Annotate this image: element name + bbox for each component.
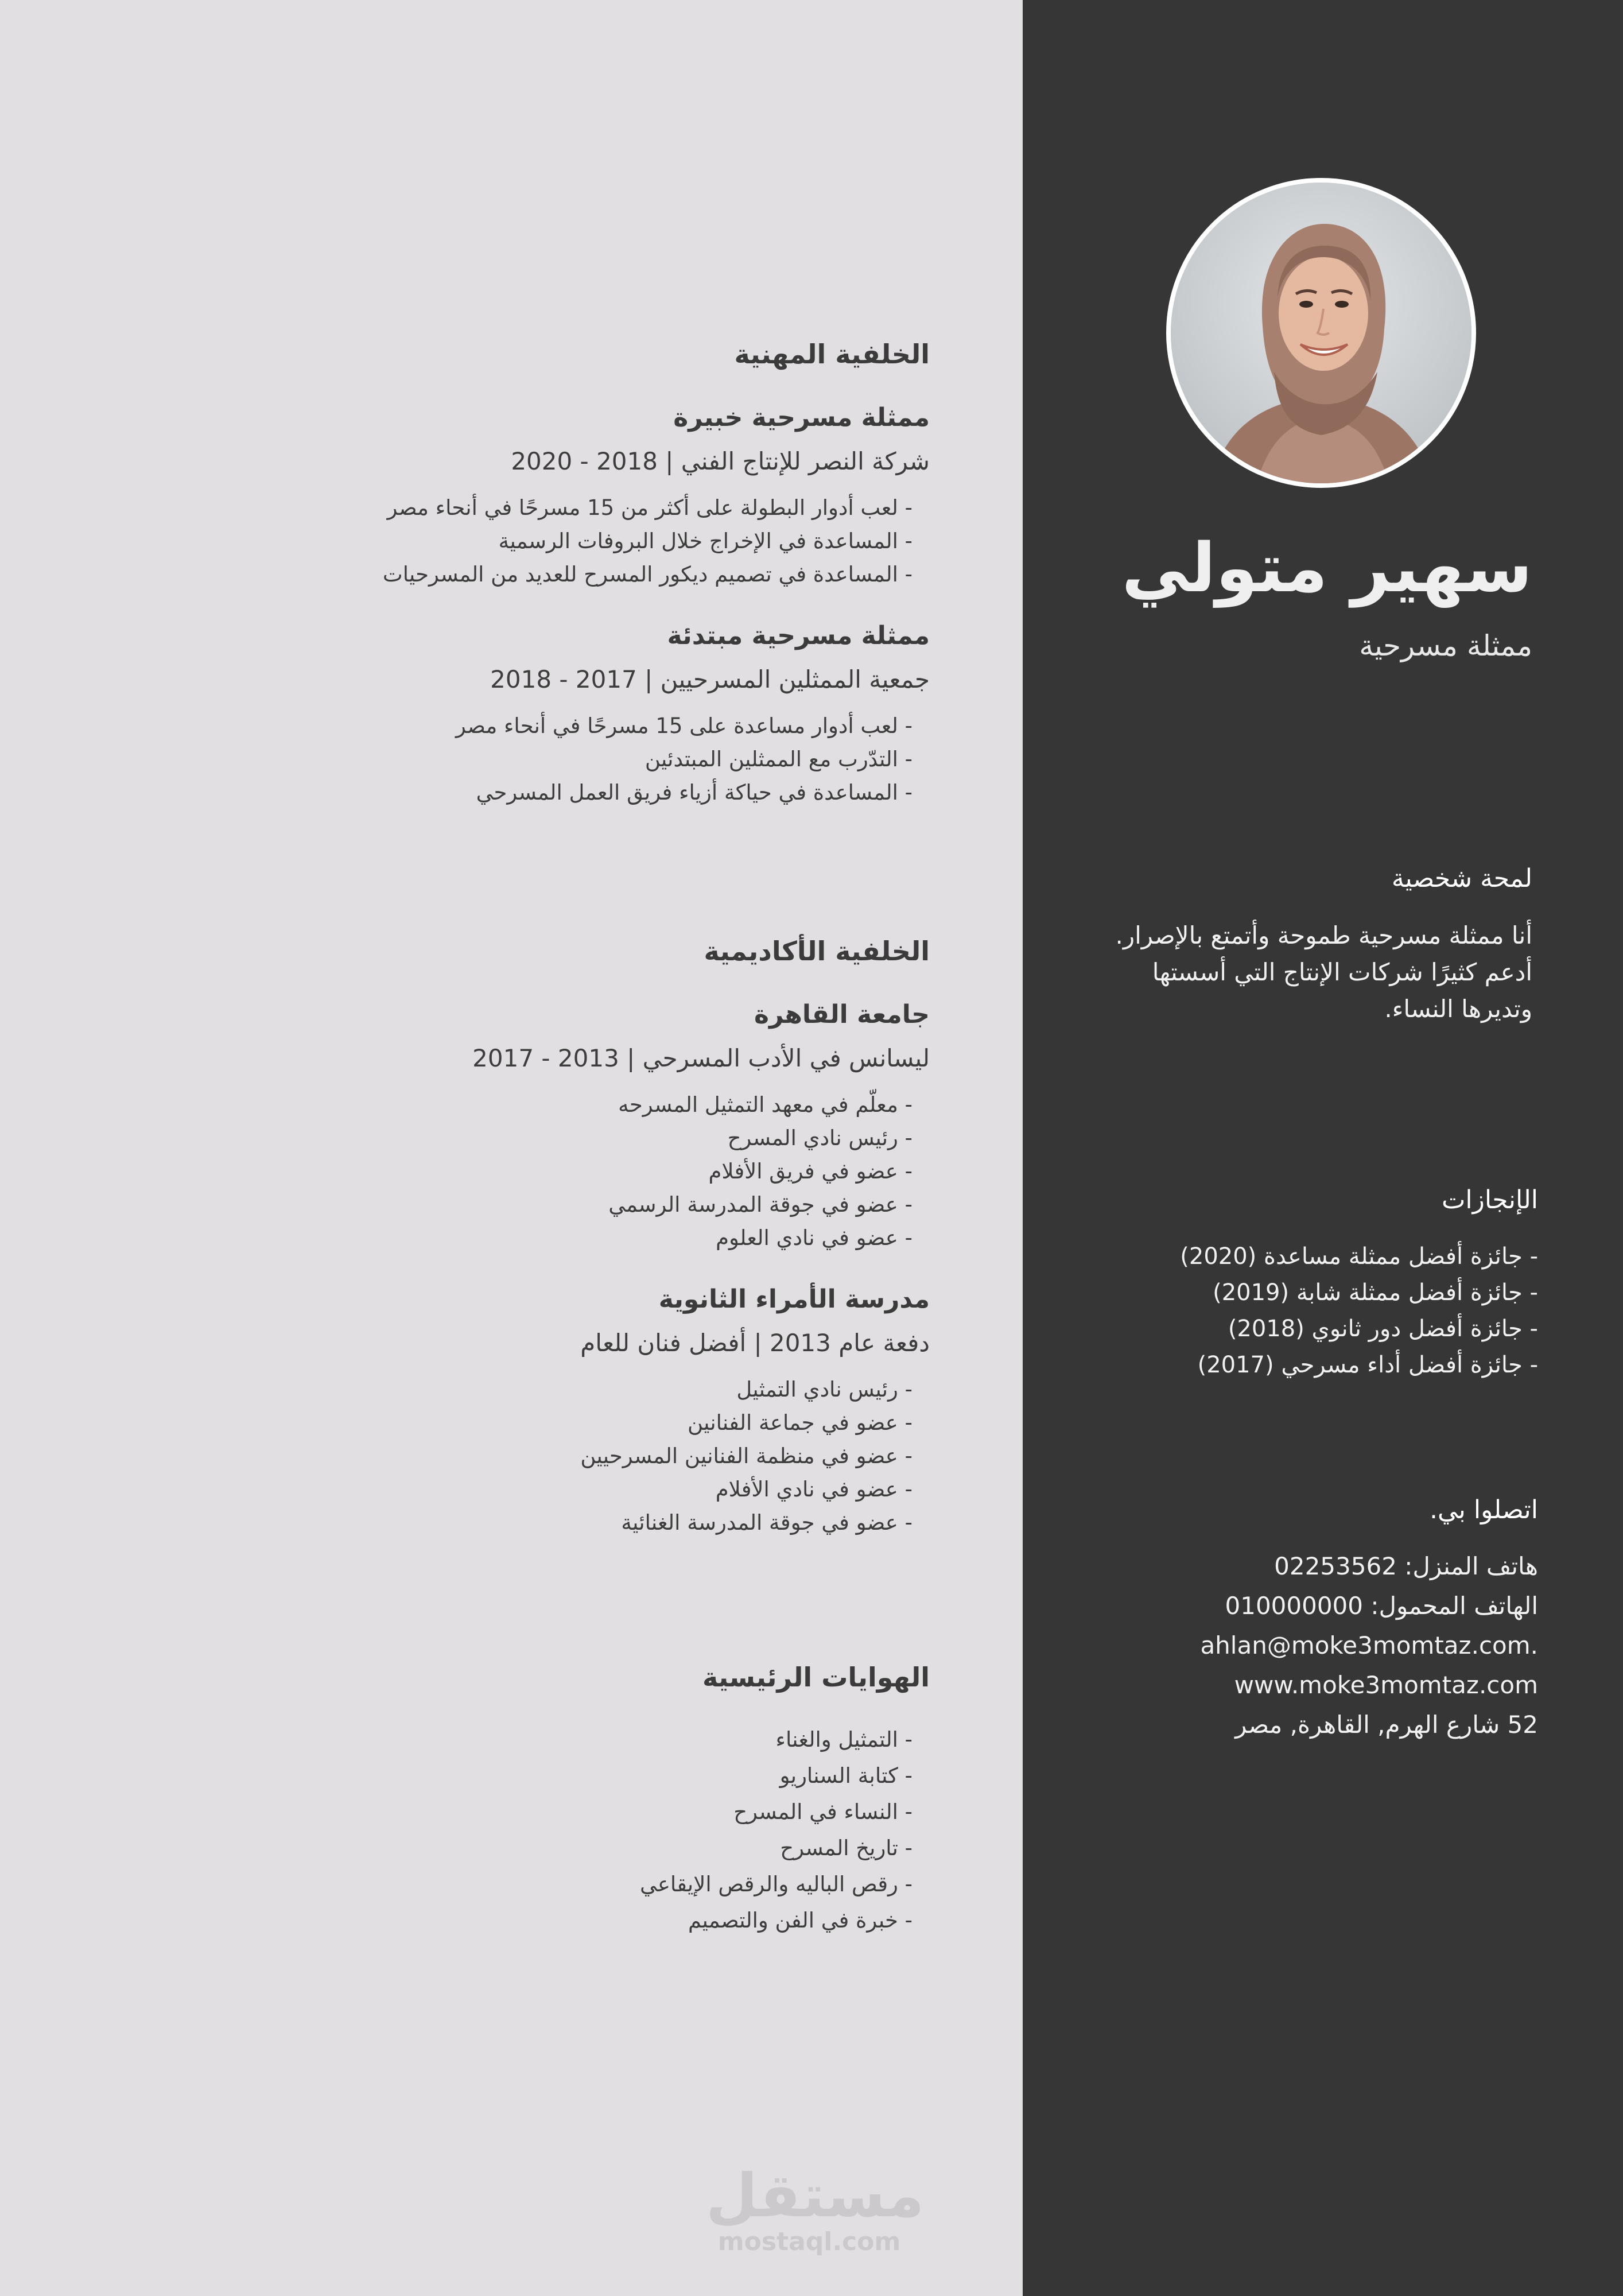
list-item: - كتابة السناريو [779, 1763, 913, 1788]
list-item: - المساعدة في الإخراج خلال البروفات الرسمية [498, 529, 913, 553]
summary-title: لمحة شخصية [1391, 864, 1532, 893]
job-title: ممثلة مسرحية خبيرة [673, 403, 930, 432]
list-item: - المساعدة في حياكة أزياء فريق العمل المسرحي [476, 780, 913, 805]
list-item: - عضو في فريق الأفلام [708, 1159, 913, 1184]
list-item: - النساء في المسرح [733, 1799, 913, 1824]
summary-section [1090, 864, 1532, 1027]
website[interactable]: www.moke3momtaz.com [1234, 1671, 1538, 1699]
contact-title: اتصلوا بي. [1429, 1495, 1538, 1525]
school-activities [287, 1373, 913, 1539]
academic-section [287, 936, 930, 1539]
mobile-phone: الهاتف المحمول: 010000000 [1225, 1592, 1538, 1620]
list-item: - جائزة أفضل ممثلة مساعدة (2020) [1180, 1243, 1538, 1270]
list-item: - خبرة في الفن والتصميم [688, 1908, 913, 1933]
achievements-section [1090, 1185, 1538, 1383]
list-item: - معلّم في معهد التمثيل المسرحه [618, 1092, 913, 1117]
list-item: - جائزة أفضل دور ثانوي (2018) [1228, 1316, 1538, 1342]
job-entry [287, 403, 930, 591]
academic-title: الخلفية الأكاديمية [704, 936, 930, 967]
list-item: - رئيس نادي المسرح [727, 1126, 913, 1150]
list-item: - عضو في جوقة المدرسة الرسمي [608, 1192, 913, 1217]
list-item: - لعب أدوار البطولة على أكثر من 15 مسرحًا في أنحاء مصر [387, 495, 913, 520]
hobbies-section [287, 1662, 930, 1938]
list-item: - تاريخ المسرح [780, 1836, 913, 1860]
school-title: جامعة القاهرة [754, 1000, 930, 1029]
school-degree: ليسانس في الأدب المسرحي | 2013 - 2017 [472, 1044, 930, 1072]
list-item: - جائزة أفضل أداء مسرحي (2017) [1197, 1352, 1538, 1378]
school-degree: دفعة عام 2013 | أفضل فنان للعام [580, 1329, 930, 1357]
job-duties [287, 709, 913, 809]
list-item: - عضو في منظمة الفنانين المسرحيين [580, 1444, 913, 1468]
job-company: جمعية الممثلين المسرحيين | 2017 - 2018 [490, 665, 930, 693]
school-activities [287, 1088, 913, 1255]
hobbies-list [287, 1721, 913, 1938]
job-company: شركة النصر للإنتاج الفني | 2018 - 2020 [511, 447, 930, 475]
list-item: - رقص الباليه والرقص الإيقاعي [640, 1872, 913, 1896]
profile-photo [1166, 178, 1476, 488]
watermark [706, 2161, 925, 2256]
watermark-logo: مستقل [706, 2161, 925, 2231]
list-item: - عضو في جماعة الفنانين [688, 1410, 913, 1435]
portrait-image [1171, 183, 1471, 483]
profile-header [1090, 528, 1532, 662]
professional-title: الخلفية المهنية [734, 339, 930, 370]
list-item: - التدّرب مع الممثلين المبتدئين [644, 747, 913, 771]
professional-section [287, 339, 930, 809]
school-entry [287, 1000, 930, 1255]
contact-section [1090, 1495, 1538, 1744]
list-item: - لعب أدوار مساعدة على 15 مسرحًا في أنحاء مصر [455, 713, 913, 738]
list-item: - المساعدة في تصميم ديكور المسرح للعديد من المسرحيات [382, 562, 913, 587]
list-item: - عضو في جوقة المدرسة الغنائية [621, 1510, 913, 1535]
list-item: - التمثيل والغناء [775, 1727, 913, 1752]
list-item: - عضو في نادي العلوم [716, 1225, 913, 1250]
person-name: سهير متولي [1121, 528, 1532, 607]
address: 52 شارع الهرم, القاهرة, مصر [1235, 1711, 1538, 1739]
school-entry [287, 1285, 930, 1539]
person-role: ممثلة مسرحية [1359, 629, 1532, 662]
school-title: مدرسة الأمراء الثانوية [658, 1285, 930, 1314]
achievements-title: الإنجازات [1442, 1185, 1538, 1215]
job-title: ممثلة مسرحية مبتدئة [667, 621, 930, 650]
home-phone: هاتف المنزل: 02253562 [1274, 1552, 1538, 1580]
hobbies-title: الهوايات الرئيسية [702, 1662, 930, 1693]
list-item: - رئيس نادي التمثيل [736, 1377, 913, 1402]
contact-details [1090, 1546, 1538, 1744]
job-entry [287, 621, 930, 809]
job-duties [287, 491, 913, 591]
list-item: - عضو في نادي الأفلام [715, 1477, 913, 1502]
list-item: - جائزة أفضل ممثلة شابة (2019) [1213, 1279, 1538, 1306]
achievements-list [1090, 1239, 1538, 1383]
summary-text: أنا ممثلة مسرحية طموحة وأتمتع بالإصرار. أدعم كثيرًا شركات الإنتاج التي أسستها وتديرها النساء. [1115, 921, 1532, 1023]
email[interactable]: ahlan@moke3momtaz.com. [1200, 1631, 1538, 1659]
watermark-url: mostaql.com [717, 2227, 901, 2256]
